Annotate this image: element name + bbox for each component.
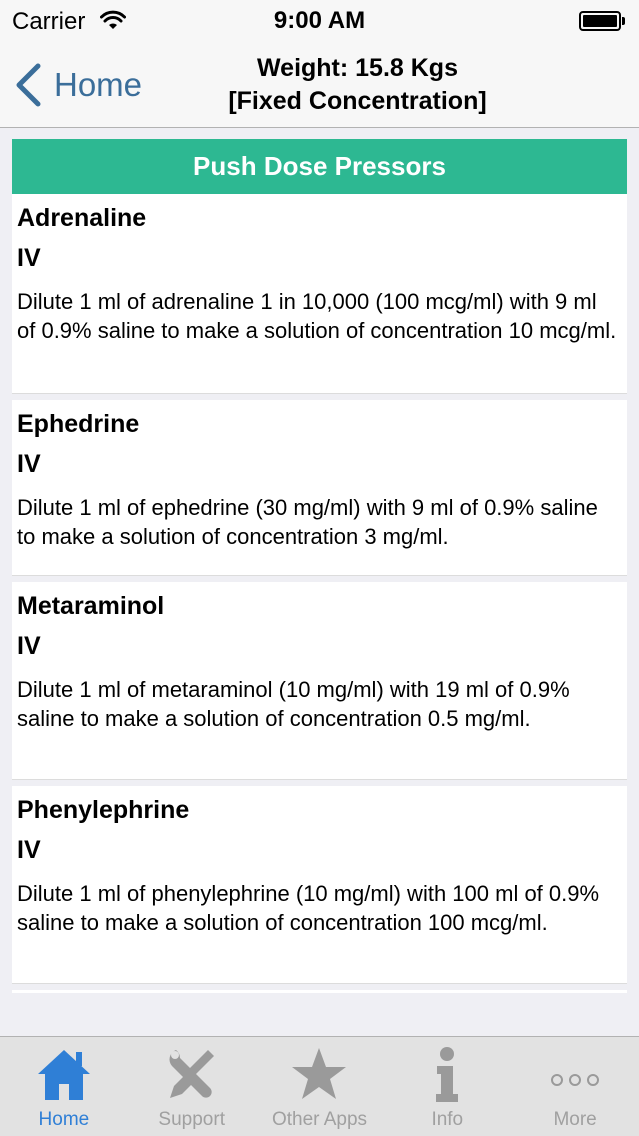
chevron-left-icon bbox=[14, 63, 42, 107]
drug-name: Adrenaline bbox=[17, 204, 147, 232]
battery-icon bbox=[579, 11, 625, 31]
status-bar bbox=[0, 0, 639, 40]
back-button-label: Home bbox=[54, 66, 143, 103]
tools-icon bbox=[162, 1042, 222, 1106]
drug-list bbox=[12, 139, 627, 993]
home-icon bbox=[34, 1042, 94, 1106]
page-title bbox=[200, 52, 515, 118]
drug-name: Phenylephrine bbox=[17, 796, 190, 824]
drug-route: IV bbox=[17, 836, 41, 864]
tab-more[interactable] bbox=[511, 1037, 639, 1136]
drug-name: Ephedrine bbox=[17, 410, 140, 438]
tab-info-label: Info bbox=[431, 1109, 464, 1130]
star-icon bbox=[289, 1042, 349, 1106]
drug-description: Dilute 1 ml of metaraminol (10 mg/ml) with 19 ml of 0.9% saline to make a solution of concentration 0.5 mg/ml. bbox=[17, 677, 570, 731]
drug-description: Dilute 1 ml of phenylephrine (10 mg/ml) with 100 ml of 0.9% saline to make a solution of concentration 100 mcg/ml. bbox=[17, 881, 600, 935]
tab-other-apps[interactable] bbox=[256, 1037, 384, 1136]
drug-name: Metaraminol bbox=[17, 592, 165, 620]
info-icon bbox=[417, 1042, 477, 1106]
clock: 9:00 AM bbox=[273, 7, 366, 34]
tab-home-label: Home bbox=[38, 1109, 90, 1130]
back-button[interactable] bbox=[14, 60, 142, 110]
drug-description: Dilute 1 ml of ephedrine (30 mg/ml) with 9 ml of 0.9% saline to make a solution of concentration 3 mg/ml. bbox=[17, 495, 598, 549]
more-icon bbox=[545, 1042, 605, 1106]
drug-route: IV bbox=[17, 632, 41, 660]
page-title-weight: Weight: 15.8 Kgs bbox=[257, 54, 458, 82]
tab-support[interactable] bbox=[128, 1037, 256, 1136]
section-header: Push Dose Pressors bbox=[12, 139, 627, 194]
navigation-bar bbox=[0, 40, 639, 128]
drug-description: Dilute 1 ml of adrenaline 1 in 10,000 (100 mcg/ml) with 9 ml of 0.9% saline to make a solution of concentration 10 mcg/ml. bbox=[17, 289, 617, 343]
drug-card-metaraminol bbox=[12, 582, 627, 780]
drug-route: IV bbox=[17, 244, 41, 272]
list-divider bbox=[12, 990, 627, 993]
drug-card-phenylephrine bbox=[12, 786, 627, 984]
drug-card-adrenaline bbox=[12, 194, 627, 394]
tab-more-label: More bbox=[553, 1109, 597, 1130]
tab-home[interactable] bbox=[0, 1037, 128, 1136]
drug-route: IV bbox=[17, 450, 41, 478]
tab-info[interactable] bbox=[383, 1037, 511, 1136]
tab-bar bbox=[0, 1036, 639, 1136]
tab-support-label: Support bbox=[158, 1109, 225, 1130]
page-title-mode: [Fixed Concentration] bbox=[228, 87, 487, 115]
drug-card-ephedrine bbox=[12, 400, 627, 576]
tab-other-apps-label: Other Apps bbox=[271, 1109, 368, 1130]
carrier-label: Carrier bbox=[12, 8, 86, 35]
